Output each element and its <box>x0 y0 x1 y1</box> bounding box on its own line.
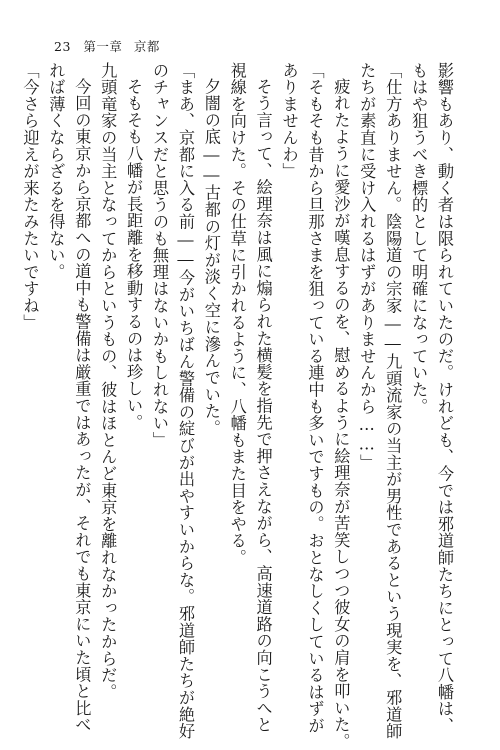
text-line: 「仕方ありません。陰陽道の宗家――九頭流家の当主が男性であるという現実を、邪道師 <box>383 62 403 740</box>
vertical-body-text <box>20 62 457 750</box>
text-line: そう言って、絵理奈は風に煽られた横髪を指先で押さえながら、高速道路の向こうへと <box>253 78 273 734</box>
text-line: 「そもそも昔から旦那さまを狙っている連中も多いですもの。おとなしくしているはずが <box>305 62 325 734</box>
text-line: たちが素直に受け入れるはずがありませんから……」 <box>357 62 377 471</box>
page-number: 23 <box>54 39 71 54</box>
text-line: 視線を向けた。その仕草に引かれるように、八幡もまた目をやる。 <box>227 62 247 566</box>
text-line: もはや狙うべき標的として明確になっていた。 <box>409 62 429 415</box>
text-line: 影響もあり、動く者は限られていたのだ。けれども、今では邪道師たちにとって八幡は、 <box>435 62 454 734</box>
running-header <box>54 37 160 55</box>
chapter-label: 第一章 <box>83 39 123 54</box>
text-line: ありませんわ」 <box>279 62 299 180</box>
text-line: 今回の東京から京都への道中も警備は厳重ではあったが、それでも東京にいた頃と比べ <box>72 78 92 734</box>
text-line: 「今さら迎えが来たみたいですね」 <box>20 62 40 331</box>
text-line: 疲れたように愛沙が嘆息するのを、慰めるように絵理奈が苦笑しつつ彼女の肩を叩いた。 <box>331 78 351 750</box>
text-line: 「まあ、京都に入る前――今がいちばん警備の綻びが出やすいからな。邪道師たちが絶好 <box>175 62 195 740</box>
text-line: のチャンスだと思うのも無理はないかもしれない」 <box>150 62 170 449</box>
text-line: 九頭竜家の当主となってからというもの、彼はほとんど東京を離れなかったからだ。 <box>98 62 118 701</box>
text-line: 夕闇の底――古都の灯が淡く空に滲んでいた。 <box>201 78 221 437</box>
chapter-title: 京都 <box>133 39 160 54</box>
text-line: れば薄くならざるを得ない。 <box>46 62 66 281</box>
text-line: そもそも八幡が長距離を移動するのは珍しい。 <box>124 78 144 431</box>
